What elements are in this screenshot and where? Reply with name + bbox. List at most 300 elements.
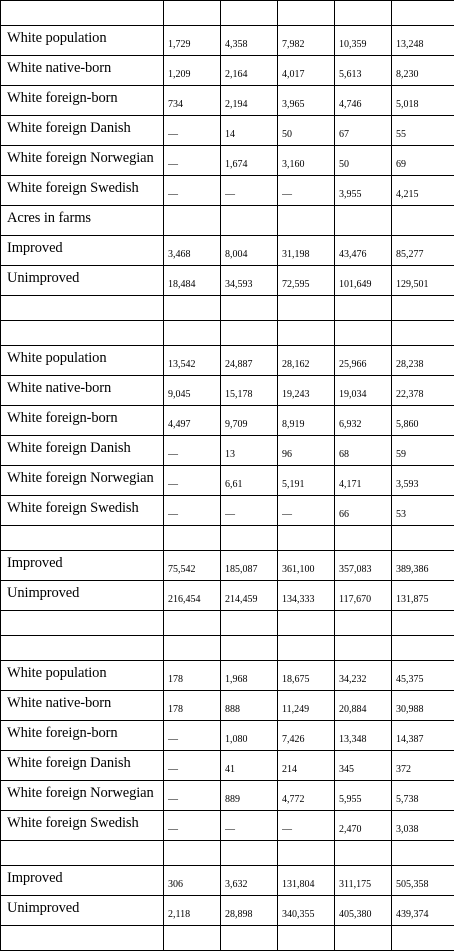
table-cell bbox=[278, 751, 335, 781]
cell-value: 10,359 bbox=[339, 40, 391, 50]
cell-value: 2,470 bbox=[339, 825, 391, 835]
table-row bbox=[1, 86, 454, 116]
cell-value: — bbox=[282, 190, 334, 200]
cell-value bbox=[225, 940, 277, 950]
row-label: White native-born bbox=[1, 376, 164, 406]
cell-value: 2,118 bbox=[168, 910, 220, 920]
table-cell bbox=[221, 1, 278, 26]
table-row bbox=[1, 781, 454, 811]
cell-value bbox=[339, 15, 391, 25]
row-label bbox=[1, 636, 164, 661]
cell-value: 30,988 bbox=[396, 705, 454, 715]
table-cell bbox=[335, 581, 392, 611]
cell-value: 5,018 bbox=[396, 100, 454, 110]
cell-value: 4,746 bbox=[339, 100, 391, 110]
cell-value: 45,375 bbox=[396, 675, 454, 685]
cell-value: 1,080 bbox=[225, 735, 277, 745]
cell-value bbox=[168, 855, 220, 865]
cell-value bbox=[339, 335, 391, 345]
cell-value: 5,955 bbox=[339, 795, 391, 805]
table-cell bbox=[335, 551, 392, 581]
table-cell bbox=[335, 346, 392, 376]
spacer-row bbox=[1, 321, 454, 346]
cell-value: 22,378 bbox=[396, 390, 454, 400]
table-cell bbox=[164, 321, 221, 346]
table-cell bbox=[392, 896, 454, 926]
row-label: White foreign Swedish bbox=[1, 811, 164, 841]
cell-value: 6,61 bbox=[225, 480, 277, 490]
table-cell bbox=[164, 406, 221, 436]
cell-value bbox=[339, 220, 391, 230]
row-label: White foreign Norwegian bbox=[1, 146, 164, 176]
table-cell bbox=[164, 1, 221, 26]
row-label: White population bbox=[1, 661, 164, 691]
cell-value bbox=[168, 310, 220, 320]
cell-value: — bbox=[168, 510, 220, 520]
table-row bbox=[1, 436, 454, 466]
table-cell bbox=[335, 496, 392, 526]
table-cell bbox=[335, 781, 392, 811]
cell-value bbox=[396, 335, 454, 345]
table-cell bbox=[221, 321, 278, 346]
table-cell bbox=[164, 266, 221, 296]
cell-value: 7,982 bbox=[282, 40, 334, 50]
cell-value: 50 bbox=[282, 130, 334, 140]
table-cell bbox=[335, 611, 392, 636]
table-cell bbox=[164, 636, 221, 661]
cell-value: 50 bbox=[339, 160, 391, 170]
table-cell bbox=[164, 296, 221, 321]
table-cell bbox=[335, 266, 392, 296]
cell-value bbox=[339, 310, 391, 320]
table-cell bbox=[278, 346, 335, 376]
table-cell bbox=[278, 26, 335, 56]
table-cell bbox=[221, 721, 278, 751]
cell-value: 505,358 bbox=[396, 880, 454, 890]
table-row bbox=[1, 551, 454, 581]
cell-value: 4,358 bbox=[225, 40, 277, 50]
table-cell bbox=[278, 896, 335, 926]
cell-value: 3,593 bbox=[396, 480, 454, 490]
table-cell bbox=[335, 811, 392, 841]
cell-value: 3,038 bbox=[396, 825, 454, 835]
cell-value: 214,459 bbox=[225, 595, 277, 605]
table-cell bbox=[392, 611, 454, 636]
table-row bbox=[1, 691, 454, 721]
table-cell bbox=[221, 896, 278, 926]
table-cell bbox=[392, 321, 454, 346]
cell-value bbox=[396, 310, 454, 320]
row-label: White native-born bbox=[1, 56, 164, 86]
cell-value bbox=[225, 15, 277, 25]
table-cell bbox=[164, 896, 221, 926]
row-label: Acres in farms bbox=[1, 206, 164, 236]
table-cell bbox=[221, 781, 278, 811]
cell-value: — bbox=[168, 190, 220, 200]
table-row bbox=[1, 206, 454, 236]
cell-value: 101,649 bbox=[339, 280, 391, 290]
table-cell bbox=[221, 811, 278, 841]
table-cell bbox=[221, 296, 278, 321]
cell-value: 11,249 bbox=[282, 705, 334, 715]
cell-value: 306 bbox=[168, 880, 220, 890]
table-cell bbox=[335, 691, 392, 721]
table-cell bbox=[164, 811, 221, 841]
table-cell bbox=[221, 176, 278, 206]
table-cell bbox=[164, 376, 221, 406]
cell-value: 5,860 bbox=[396, 420, 454, 430]
cell-value: 20,884 bbox=[339, 705, 391, 715]
cell-value bbox=[225, 855, 277, 865]
cell-value bbox=[339, 855, 391, 865]
row-label: Improved bbox=[1, 866, 164, 896]
table-cell bbox=[164, 206, 221, 236]
cell-value bbox=[225, 540, 277, 550]
cell-value: 67 bbox=[339, 130, 391, 140]
cell-value: — bbox=[168, 130, 220, 140]
cell-value: 8,919 bbox=[282, 420, 334, 430]
table-cell bbox=[164, 661, 221, 691]
cell-value bbox=[168, 940, 220, 950]
table-row bbox=[1, 406, 454, 436]
table-cell bbox=[221, 116, 278, 146]
row-label: White foreign Norwegian bbox=[1, 781, 164, 811]
cell-value: — bbox=[168, 160, 220, 170]
cell-value bbox=[168, 625, 220, 635]
cell-value bbox=[225, 220, 277, 230]
table-cell bbox=[278, 551, 335, 581]
cell-value: 439,374 bbox=[396, 910, 454, 920]
table-cell bbox=[335, 721, 392, 751]
table-cell bbox=[221, 86, 278, 116]
row-label bbox=[1, 611, 164, 636]
cell-value: 13,348 bbox=[339, 735, 391, 745]
table-cell bbox=[221, 496, 278, 526]
table-row bbox=[1, 751, 454, 781]
cell-value bbox=[225, 335, 277, 345]
table-cell bbox=[164, 691, 221, 721]
table-cell bbox=[164, 926, 221, 951]
cell-value bbox=[282, 335, 334, 345]
table-cell bbox=[335, 296, 392, 321]
table-row bbox=[1, 811, 454, 841]
table-cell bbox=[335, 926, 392, 951]
table-cell bbox=[335, 86, 392, 116]
row-label bbox=[1, 526, 164, 551]
table-cell bbox=[335, 321, 392, 346]
table-cell bbox=[392, 296, 454, 321]
table-cell bbox=[278, 466, 335, 496]
table-cell bbox=[392, 811, 454, 841]
cell-value: — bbox=[225, 510, 277, 520]
table-cell bbox=[278, 296, 335, 321]
cell-value: — bbox=[168, 450, 220, 460]
table-cell bbox=[392, 581, 454, 611]
table-cell bbox=[278, 841, 335, 866]
cell-value: 9,045 bbox=[168, 390, 220, 400]
table-cell bbox=[335, 636, 392, 661]
table-cell bbox=[221, 926, 278, 951]
table-cell bbox=[164, 781, 221, 811]
cell-value bbox=[396, 855, 454, 865]
table-cell bbox=[278, 236, 335, 266]
cell-value: 1,674 bbox=[225, 160, 277, 170]
cell-value: 96 bbox=[282, 450, 334, 460]
table-cell bbox=[164, 236, 221, 266]
table-cell bbox=[335, 1, 392, 26]
cell-value: 68 bbox=[339, 450, 391, 460]
table-cell bbox=[221, 866, 278, 896]
cell-value bbox=[339, 940, 391, 950]
spacer-row bbox=[1, 926, 454, 951]
table-cell bbox=[278, 496, 335, 526]
table-cell bbox=[278, 376, 335, 406]
cell-value: 888 bbox=[225, 705, 277, 715]
cell-value: 5,191 bbox=[282, 480, 334, 490]
cell-value: 340,355 bbox=[282, 910, 334, 920]
table-row bbox=[1, 581, 454, 611]
table-row bbox=[1, 56, 454, 86]
table-cell bbox=[164, 56, 221, 86]
cell-value: 216,454 bbox=[168, 595, 220, 605]
cell-value: 75,542 bbox=[168, 565, 220, 575]
table-cell bbox=[278, 866, 335, 896]
row-label: Unimproved bbox=[1, 896, 164, 926]
cell-value: 1,209 bbox=[168, 70, 220, 80]
table-cell bbox=[392, 751, 454, 781]
cell-value bbox=[396, 220, 454, 230]
table-cell bbox=[335, 841, 392, 866]
table-cell bbox=[164, 611, 221, 636]
table-cell bbox=[335, 466, 392, 496]
cell-value bbox=[282, 15, 334, 25]
cell-value: 3,160 bbox=[282, 160, 334, 170]
table-row bbox=[1, 26, 454, 56]
cell-value: 1,968 bbox=[225, 675, 277, 685]
table-cell bbox=[221, 436, 278, 466]
table-cell bbox=[335, 896, 392, 926]
cell-value bbox=[282, 940, 334, 950]
cell-value bbox=[396, 540, 454, 550]
table-cell bbox=[221, 236, 278, 266]
cell-value bbox=[282, 540, 334, 550]
table-cell bbox=[221, 661, 278, 691]
table-cell bbox=[221, 636, 278, 661]
table-cell bbox=[278, 636, 335, 661]
row-label bbox=[1, 841, 164, 866]
table-cell bbox=[278, 581, 335, 611]
table-cell bbox=[278, 1, 335, 26]
cell-value bbox=[168, 220, 220, 230]
table-cell bbox=[335, 751, 392, 781]
cell-value: 3,468 bbox=[168, 250, 220, 260]
cell-value: 24,887 bbox=[225, 360, 277, 370]
row-label bbox=[1, 296, 164, 321]
table-cell bbox=[278, 691, 335, 721]
cell-value bbox=[225, 625, 277, 635]
cell-value: 372 bbox=[396, 765, 454, 775]
cell-value: 53 bbox=[396, 510, 454, 520]
cell-value: 345 bbox=[339, 765, 391, 775]
row-label: White foreign Danish bbox=[1, 116, 164, 146]
table-cell bbox=[164, 146, 221, 176]
table-cell bbox=[335, 661, 392, 691]
cell-value: 8,004 bbox=[225, 250, 277, 260]
table-cell bbox=[392, 781, 454, 811]
table-cell bbox=[278, 116, 335, 146]
table-cell bbox=[221, 691, 278, 721]
table-row bbox=[1, 466, 454, 496]
cell-value: 734 bbox=[168, 100, 220, 110]
table-cell bbox=[221, 56, 278, 86]
cell-value: — bbox=[168, 825, 220, 835]
table-cell bbox=[164, 866, 221, 896]
row-label: Unimproved bbox=[1, 266, 164, 296]
cell-value bbox=[339, 540, 391, 550]
table-cell bbox=[278, 56, 335, 86]
table-row bbox=[1, 146, 454, 176]
table-cell bbox=[392, 266, 454, 296]
cell-value: 66 bbox=[339, 510, 391, 520]
cell-value: 14 bbox=[225, 130, 277, 140]
table-cell bbox=[221, 551, 278, 581]
table-cell bbox=[392, 436, 454, 466]
cell-value: 18,675 bbox=[282, 675, 334, 685]
cell-value bbox=[225, 310, 277, 320]
cell-value: 361,100 bbox=[282, 565, 334, 575]
table-cell bbox=[335, 406, 392, 436]
table-cell bbox=[164, 26, 221, 56]
table-cell bbox=[392, 661, 454, 691]
row-label: Improved bbox=[1, 236, 164, 266]
cell-value bbox=[396, 650, 454, 660]
table-cell bbox=[221, 206, 278, 236]
table-cell bbox=[335, 206, 392, 236]
table-cell bbox=[335, 526, 392, 551]
table-cell bbox=[164, 116, 221, 146]
cell-value bbox=[282, 220, 334, 230]
cell-value: 34,232 bbox=[339, 675, 391, 685]
table-cell bbox=[278, 526, 335, 551]
cell-value: — bbox=[282, 825, 334, 835]
row-label: White population bbox=[1, 346, 164, 376]
table-cell bbox=[392, 526, 454, 551]
table-row bbox=[1, 376, 454, 406]
cell-value: 19,243 bbox=[282, 390, 334, 400]
table-cell bbox=[164, 526, 221, 551]
table-cell bbox=[392, 406, 454, 436]
cell-value bbox=[339, 650, 391, 660]
row-label: White foreign Danish bbox=[1, 436, 164, 466]
cell-value bbox=[168, 15, 220, 25]
table-cell bbox=[392, 176, 454, 206]
spacer-row bbox=[1, 841, 454, 866]
table-cell bbox=[278, 266, 335, 296]
table-cell bbox=[164, 496, 221, 526]
table-cell bbox=[278, 661, 335, 691]
table-cell bbox=[164, 466, 221, 496]
table-cell bbox=[164, 551, 221, 581]
cell-value: 59 bbox=[396, 450, 454, 460]
table-row bbox=[1, 266, 454, 296]
table-cell bbox=[335, 236, 392, 266]
table-row bbox=[1, 346, 454, 376]
table-cell bbox=[392, 116, 454, 146]
table-cell bbox=[278, 206, 335, 236]
table-cell bbox=[335, 376, 392, 406]
cell-value: — bbox=[168, 480, 220, 490]
table-cell bbox=[164, 581, 221, 611]
table-cell bbox=[278, 811, 335, 841]
cell-value: 3,965 bbox=[282, 100, 334, 110]
census-table-body bbox=[1, 1, 454, 951]
table-cell bbox=[278, 146, 335, 176]
table-cell bbox=[221, 526, 278, 551]
cell-value: 5,613 bbox=[339, 70, 391, 80]
row-label: White foreign Swedish bbox=[1, 176, 164, 206]
table-cell bbox=[392, 496, 454, 526]
table-cell bbox=[221, 406, 278, 436]
cell-value: 129,501 bbox=[396, 280, 454, 290]
row-label bbox=[1, 926, 164, 951]
spacer-row bbox=[1, 296, 454, 321]
cell-value bbox=[282, 625, 334, 635]
row-label: White native-born bbox=[1, 691, 164, 721]
cell-value: 8,230 bbox=[396, 70, 454, 80]
row-label: Improved bbox=[1, 551, 164, 581]
cell-value: 31,198 bbox=[282, 250, 334, 260]
cell-value: 214 bbox=[282, 765, 334, 775]
table-cell bbox=[392, 466, 454, 496]
row-label: Unimproved bbox=[1, 581, 164, 611]
cell-value bbox=[225, 650, 277, 660]
table-cell bbox=[221, 751, 278, 781]
table-cell bbox=[221, 266, 278, 296]
cell-value: — bbox=[282, 510, 334, 520]
cell-value: 4,017 bbox=[282, 70, 334, 80]
table-cell bbox=[278, 926, 335, 951]
cell-value bbox=[396, 625, 454, 635]
table-cell bbox=[392, 636, 454, 661]
cell-value: 28,162 bbox=[282, 360, 334, 370]
cell-value: 9,709 bbox=[225, 420, 277, 430]
row-label: White foreign Norwegian bbox=[1, 466, 164, 496]
cell-value: 85,277 bbox=[396, 250, 454, 260]
table-cell bbox=[392, 346, 454, 376]
spacer-row bbox=[1, 526, 454, 551]
cell-value: — bbox=[168, 765, 220, 775]
cell-value: 43,476 bbox=[339, 250, 391, 260]
cell-value bbox=[282, 310, 334, 320]
cell-value bbox=[168, 540, 220, 550]
cell-value: 889 bbox=[225, 795, 277, 805]
spacer-row bbox=[1, 611, 454, 636]
table-cell bbox=[335, 116, 392, 146]
table-cell bbox=[392, 926, 454, 951]
table-row bbox=[1, 866, 454, 896]
spacer-row bbox=[1, 636, 454, 661]
table-cell bbox=[164, 841, 221, 866]
spacer-row bbox=[1, 1, 454, 26]
table-row bbox=[1, 896, 454, 926]
cell-value: 4,171 bbox=[339, 480, 391, 490]
table-cell bbox=[392, 691, 454, 721]
cell-value: — bbox=[168, 795, 220, 805]
table-cell bbox=[278, 321, 335, 346]
cell-value: — bbox=[168, 735, 220, 745]
table-cell bbox=[335, 436, 392, 466]
table-row bbox=[1, 721, 454, 751]
